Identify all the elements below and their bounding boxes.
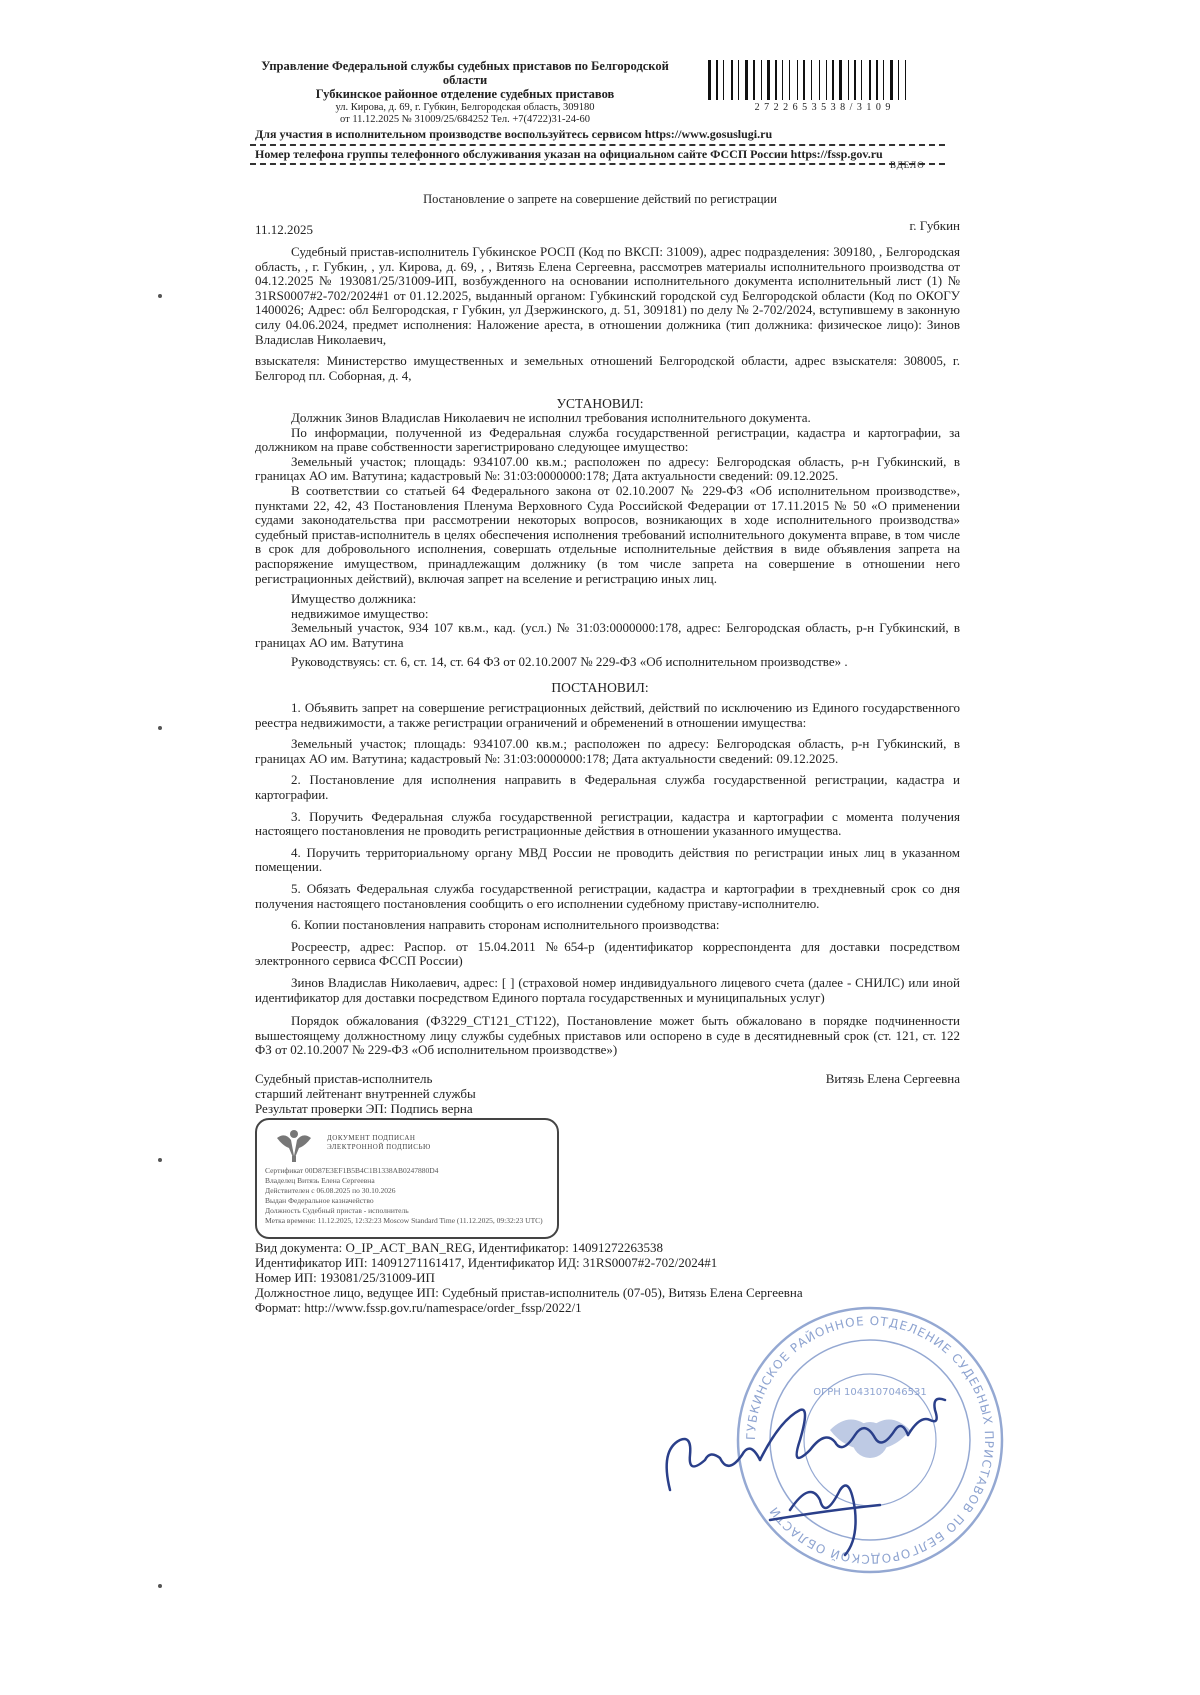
signature-block <box>255 1071 476 1116</box>
margin-mark <box>158 726 162 730</box>
resolved-item-4: 4. Поручить территориальному органу МВД России не проводить действия по регистрации иных лиц в указанном помещении. <box>255 844 960 875</box>
resolved-item-1b: Земельный участок; площадь: 934107.00 кв.м.; расположен по адресу: Белгородская область, р-н Губкинский, в границах АО им. Ватутина; кадастровый №: 31:03:0000000:178; Дата актуальности сведений: 09.12.2025. <box>255 736 960 766</box>
barcode-bar <box>886 60 888 100</box>
barcode-bar <box>836 60 837 100</box>
barcode-bar <box>782 60 783 100</box>
barcode-bar <box>848 60 849 100</box>
document-title: Постановление о запрете на совершение действий по регистрации <box>423 192 777 206</box>
barcode-bar <box>800 60 801 100</box>
barcode-bar <box>767 60 770 100</box>
seal-inner-text: ОГРН 1043107046531 <box>813 1387 927 1398</box>
barcode-bar <box>761 60 762 100</box>
barcode-bar <box>861 60 862 100</box>
header-divider <box>250 163 945 165</box>
barcode-bar <box>731 60 733 100</box>
barcode-bar <box>826 60 827 100</box>
meta-doc-type: Вид документа: O_IP_ACT_BAN_REG, Идентификатор: 14091272263538 <box>255 1240 664 1255</box>
barcode-bar <box>898 60 899 100</box>
resolved-item-3: 3. Поручить Федеральная служба государственной регистрации, кадастра и картографии с момента получения настоящего постановления не проводить регистрационные действия в отношении указанного имущества. <box>255 808 960 839</box>
barcode-bar <box>807 60 809 100</box>
intro-text <box>255 245 960 383</box>
document-date: 11.12.2025 <box>255 222 314 237</box>
stamp-sign-time: Метка времени: 11.12.2025, 12:32:23 Moscow Standard Time (11.12.2025, 09:32:23 UTC) <box>265 1216 543 1225</box>
barcode-bar <box>854 60 856 100</box>
barcode-bar <box>819 60 820 100</box>
barcode-bar <box>745 60 748 100</box>
barcode-bar <box>811 60 812 100</box>
established-p5a: Имущество должника: <box>291 591 417 607</box>
barcode-bar <box>797 60 798 100</box>
barcode-bar <box>735 60 736 100</box>
stamp-cert: Сертификат 00D87E3EF1B5B4C1B1338AB0247880D4 <box>265 1166 439 1175</box>
barcode-bar <box>851 60 852 100</box>
barcode-bar <box>792 60 795 100</box>
resolved-item-1: 1. Объявить запрет на совершение регистрационных действий, действий по исключению из Единого государственного реестра недвижимости, а также регистрации ограничений и обременений в отношении имущества: <box>255 700 960 730</box>
barcode-bar <box>890 60 893 100</box>
barcode-bar <box>726 60 729 100</box>
barcode-number: 2 7 2 2 6 5 3 5 3 8 / 3 1 0 9 <box>754 102 892 113</box>
barcode-bar <box>876 60 878 100</box>
barcode-bar <box>803 60 805 100</box>
signature-check: Результат проверки ЭП: Подпись верна <box>255 1101 473 1116</box>
header-line-1: Управление Федеральной службы судебных приставов по Белгородской <box>261 59 669 73</box>
stamp-position: Должность Судебный пристав - исполнитель <box>265 1206 409 1215</box>
barcode-bars <box>708 60 938 100</box>
barcode-bar <box>708 60 711 100</box>
barcode-bar <box>869 60 871 100</box>
vdelo-mark: ВДЕЛО <box>890 160 925 170</box>
handwritten-signature <box>650 1380 1010 1580</box>
barcode-bar <box>720 60 721 100</box>
established-p2: По информации, полученной из Федеральная служба государственной регистрации, кадастра и картографии, за должником на праве собственности зарегистрировано следующее имущество: <box>255 424 960 455</box>
meta-ids: Идентификатор ИП: 14091271161417, Идентификатор ИД: 31RS0007#2-702/2024#1 <box>255 1255 718 1270</box>
margin-mark <box>158 1584 162 1588</box>
header-divider <box>250 144 945 146</box>
resolved-item-6: 6. Копии постановления направить сторонам исполнительного производства: <box>291 917 720 933</box>
resolved-item-6b: Зинов Владислав Николаевич, адрес: [ ] (страховой номер индивидуального лицевого счета (далее - СНИЛС) или иной идентификатор для доставки посредством Единого портала государственных и муниципальных услуг) <box>255 974 960 1005</box>
meta-format: Формат: http://www.fssp.gov.ru/namespace/order_fssp/2022/1 <box>255 1300 582 1315</box>
barcode-bar <box>880 60 881 100</box>
barcode-bar <box>901 60 903 100</box>
barcode-bar <box>905 60 906 100</box>
signature-role-1: Судебный пристав-исполнитель <box>255 1071 433 1086</box>
established-p4: В соответствии со статьей 64 Федерального закона от 02.10.2007 № 229-ФЗ «Об исполнительном производстве», пунктами 22, 42, 43 Постановления Пленума Верховного Суда Российской Федерации от 17.11.2015 № 50 «О применении судами законодательства при рассмотрении некоторых вопросов, возникающих в ходе исполнительного производства» судебный пристав-исполнитель в целях обеспечения исполнения требований исполнительного документа вправе, в том числе в срок для добровольного исполнения, совершать отдельные исполнительные действия в виде объявления запрета на распоряжение имуществом, принадлежащим должнику (в том числе запрета на совершение в отношении него регистрационных действий), включая запрет на вселение и регистрацию иных лиц. <box>255 482 960 586</box>
barcode-bar <box>741 60 743 100</box>
barcode-bar <box>772 60 773 100</box>
established-heading: УСТАНОВИЛ: <box>556 396 644 411</box>
barcode-bar <box>895 60 896 100</box>
resolved-item-6a: Росреестр, адрес: Распор. от 15.04.2011 №654-р (идентификатор корреспондента для доставки посредством электронного сервиса ФССП России) <box>255 938 960 969</box>
barcode-bar <box>839 60 842 100</box>
meta-official: Должностное лицо, ведущее ИП: Судебный пристав-исполнитель (07-05), Витязь Елена Сергеевна <box>255 1285 803 1300</box>
stamp-title-2: ЭЛЕКТРОННОЙ ПОДПИСЬЮ <box>327 1143 431 1151</box>
document-city: г. Губкин <box>909 218 960 233</box>
barcode-bar <box>785 60 787 100</box>
barcode-bar <box>716 60 718 100</box>
barcode-bar <box>779 60 780 100</box>
stamp-details <box>265 1166 550 1226</box>
stamp-title <box>327 1134 431 1152</box>
barcode <box>708 60 938 113</box>
established-p6: Руководствуясь: ст. 6, ст. 14, ст. 64 ФЗ от 02.10.2007 № 229-ФЗ «Об исполнительном производстве» . <box>291 653 848 669</box>
barcode-bar <box>844 60 846 100</box>
barcode-bar <box>864 60 867 100</box>
header-line-3: Губкинское районное отделение судебных приставов <box>315 87 615 101</box>
header-line-2: области <box>442 73 488 87</box>
stamp-title-1: ДОКУМЕНТ ПОДПИСАН <box>327 1134 416 1142</box>
meta-ip-number: Номер ИП: 193081/25/31009-ИП <box>255 1270 435 1285</box>
seal-outer-text: ГУБКИНСКОЕ РАЙОННОЕ ОТДЕЛЕНИЕ СУДЕБНЫХ ПРИСТАВОВ ПО БЕЛГОРОДСКОЙ ОБЛАСТИ <box>743 1313 997 1567</box>
intro-paragraph: Судебный пристав-исполнитель Губкинское РОСП (Код по ВКСП: 31009), адрес подразделения: 309180, , Белгородская область, , г. Губкин, , ул. Кирова, д. 69, , , Витязь Елена Сергеевна, рассмотрев материалы исполнительного производства от 04.12.2025 № 193081/25/31009-ИП, возбужденного на основании исполнительного документа исполнительный лист (1) № 31RS0007#2-702/2024#1 от 01.12.2025, выданный органом: Губкинский городской суд Белгородской области (Код по ОКОГУ 1400026; Адрес: обл Белгородская, г Губкин, ул Дзержинского, д. 51, 309181) по делу № 2-702/2024, вступившему в законную силу 04.06.2024, предмет исполнения: Наложение ареста, в отношении должника (тип должника: физическое лицо): Зинов Владислав Николаевич, <box>255 244 960 347</box>
barcode-bar <box>757 60 759 100</box>
margin-mark <box>158 294 162 298</box>
resolved-heading: ПОСТАНОВИЛ: <box>551 680 649 695</box>
barcode-bar <box>738 60 739 100</box>
header-phone-note: Номер телефона группы телефонного обслуживания указан на официальном сайте ФССП России https://fssp.gov.ru <box>255 147 883 161</box>
established-p5c: Земельный участок, 934 107 кв.м., кад. (усл.) № 31:03:0000000:178, адрес: Белгородская область, р-н Губкинский, в границах АО им. Ватутина <box>255 620 960 650</box>
appeal-paragraph: Порядок обжалования (ФЗ229_СТ121_СТ122), Постановление может быть обжаловано в порядке подчиненности вышестоящему должностному лицу службы судебных приставов или оспорено в суде в десятидневный срок (ст. 121, ст. 122 ФЗ от 02.10.2007 № 229-ФЗ «Об исполнительном производстве») <box>255 1013 960 1058</box>
barcode-bar <box>723 60 724 100</box>
barcode-bar <box>858 60 859 100</box>
established-p3: Земельный участок; площадь: 934107.00 кв.м.; расположен по адресу: Белгородская область, р-н Губкинский, в границах АО им. Ватутина; кадастровый №: 31:03:0000000:178; Дата актуальности сведений: 09.12.2025. <box>255 453 960 484</box>
barcode-bar <box>713 60 714 100</box>
barcode-bar <box>829 60 830 100</box>
stamp-owner: Владелец Витязь Елена Сергеевна <box>265 1176 375 1185</box>
header-gosuslugi: Для участия в исполнительном производстве воспользуйтесь сервисом https://www.gosuslugi.ru <box>255 127 773 141</box>
barcode-bar <box>789 60 790 100</box>
barcode-bar <box>822 60 824 100</box>
established-p5b: недвижимое имущество: <box>291 605 429 621</box>
barcode-bar <box>873 60 874 100</box>
barcode-bar <box>750 60 751 100</box>
claimant-paragraph: взыскателя: Министерство имущественных и земельных отношений Белгородской области, адрес взыскателя: 308005, г. Белгород пл. Соборная, д. 4, <box>255 353 960 383</box>
emblem-icon <box>273 1126 315 1164</box>
barcode-bar <box>832 60 834 100</box>
barcode-bar <box>775 60 777 100</box>
doc-metadata <box>255 1240 803 1315</box>
stamp-valid: Действителен с 06.08.2025 по 30.10.2026 <box>265 1186 396 1195</box>
resolved-section <box>255 701 960 1058</box>
resolved-item-5: 5. Обязать Федеральная служба государственной регистрации, кадастра и картографии в трехдневный срок со дня получения настоящего постановления сообщить о его исполнении судебному приставу-исполнителю. <box>255 880 960 911</box>
established-p1: Должник Зинов Владислав Николаевич не исполнил требования исполнительного документа. <box>291 410 811 425</box>
barcode-bar <box>764 60 765 100</box>
barcode-bar <box>814 60 817 100</box>
barcode-bar <box>753 60 755 100</box>
barcode-bar <box>883 60 884 100</box>
margin-mark <box>158 1158 162 1162</box>
established-section <box>255 411 960 669</box>
e-signature-stamp <box>255 1118 559 1239</box>
stamp-issuer: Выдан Федеральное казначейство <box>265 1196 374 1205</box>
barcode-bar <box>908 60 910 100</box>
resolved-item-2: 2. Постановление для исполнения направить в Федеральная служба государственной регистрации, кадастра и картографии. <box>255 772 960 802</box>
header-date-phone: от 11.12.2025 № 31009/25/684252 Тел. +7(4722)31-24-60 <box>340 114 590 125</box>
signature-role-2: старший лейтенант внутренней службы <box>255 1086 476 1101</box>
header-address: ул. Кирова, д. 69, г. Губкин, Белгородская область, 309180 <box>335 102 595 113</box>
signature-name: Витязь Елена Сергеевна <box>825 1071 960 1086</box>
